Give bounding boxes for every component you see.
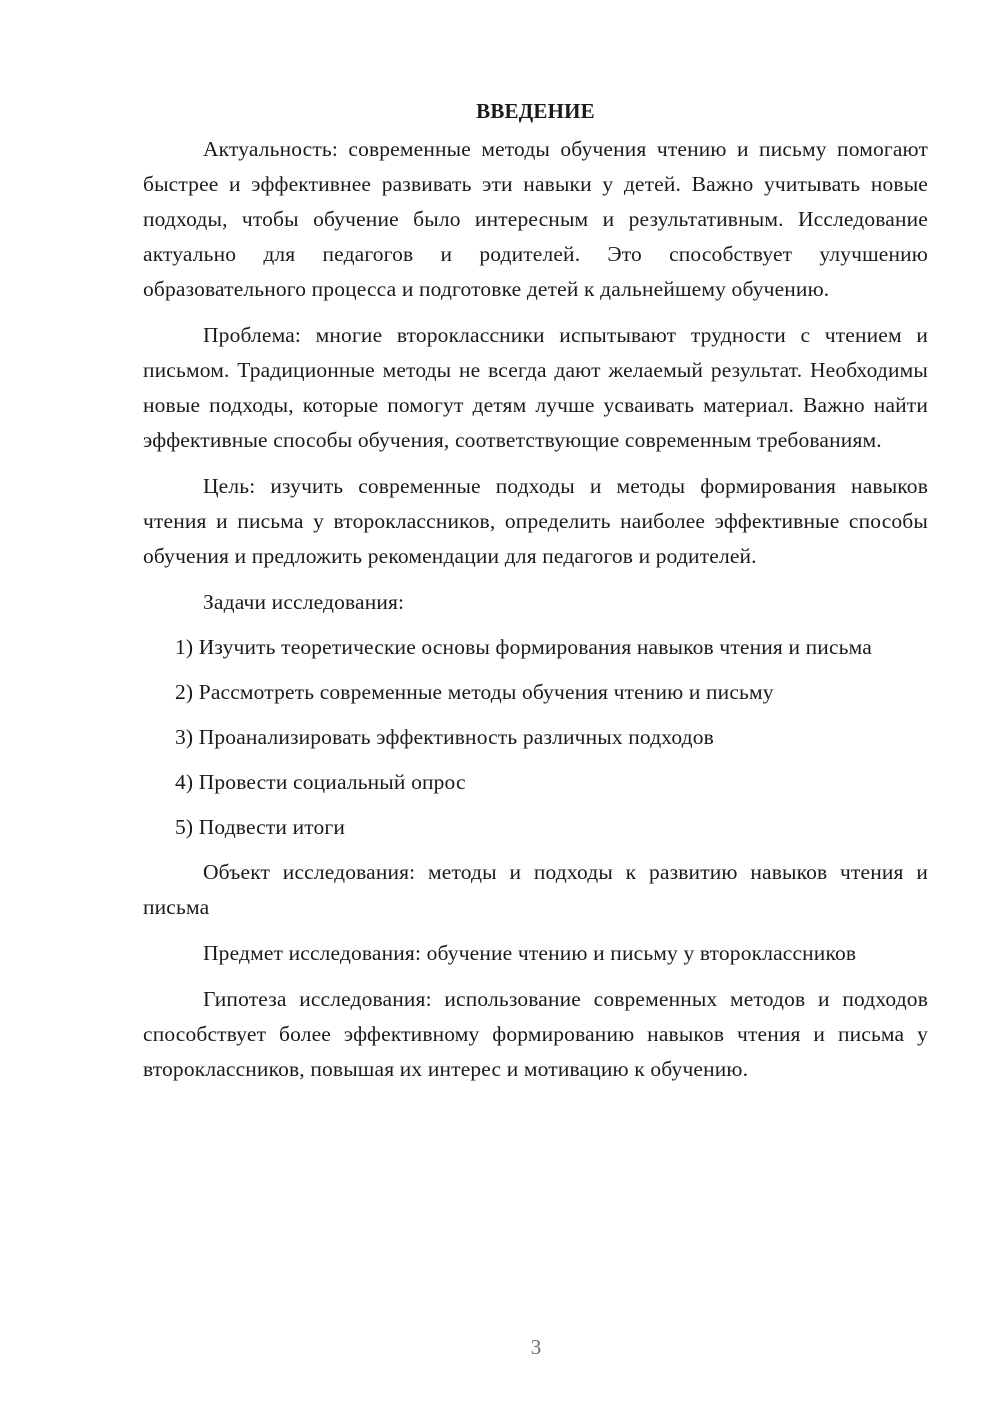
hypothesis-paragraph: Гипотеза исследования: использование современных методов и подходов способствует более эффективному формированию навыков чтения и письма у второклассников, повышая их интерес и мотивацию к обучению. [143,987,928,1081]
relevance-paragraph: Актуальность: современные методы обучения чтению и письму помогают быстрее и эффективнее развивать эти навыки у детей. Важно учитывать новые подходы, чтобы обучение было интересным и результативным. Исследование актуально для педагогов и родителей. Это способствует улучшению образовательного процесса и подготовке детей к дальнейшему обучению. [143,137,928,301]
object-paragraph: Объект исследования: методы и подходы к развитию навыков чтения и письма [143,860,928,919]
tasks-heading: Задачи исследования: [203,590,405,614]
task-item: 1) Изучить теоретические основы формирования навыков чтения и письма [175,635,872,659]
page-title: ВВЕДЕНИЕ [476,99,595,123]
task-item: 5) Подвести итоги [175,815,346,839]
document-page [143,96,928,1098]
goal-paragraph: Цель: изучить современные подходы и методы формирования навыков чтения и письма у второклассников, определить наиболее эффективные способы обучения и предложить рекомендации для педагогов и родителей. [143,474,928,568]
tasks-list [143,630,928,845]
subject-paragraph: Предмет исследования: обучение чтению и письму у второклассников [203,941,857,965]
problem-paragraph: Проблема: многие второклассники испытывают трудности с чтением и письмом. Традиционные методы не всегда дают желаемый результат. Необходимы новые подходы, которые помогут детям лучше усваивать материал. Важно найти эффективные способы обучения, соответствующие современным требованиям. [143,323,928,452]
task-item: 4) Провести социальный опрос [175,770,466,794]
page-number: 3 [530,1335,542,1359]
task-item: 3) Проанализировать эффективность различных подходов [175,725,714,749]
task-item: 2) Рассмотреть современные методы обучения чтению и письму [175,680,774,704]
